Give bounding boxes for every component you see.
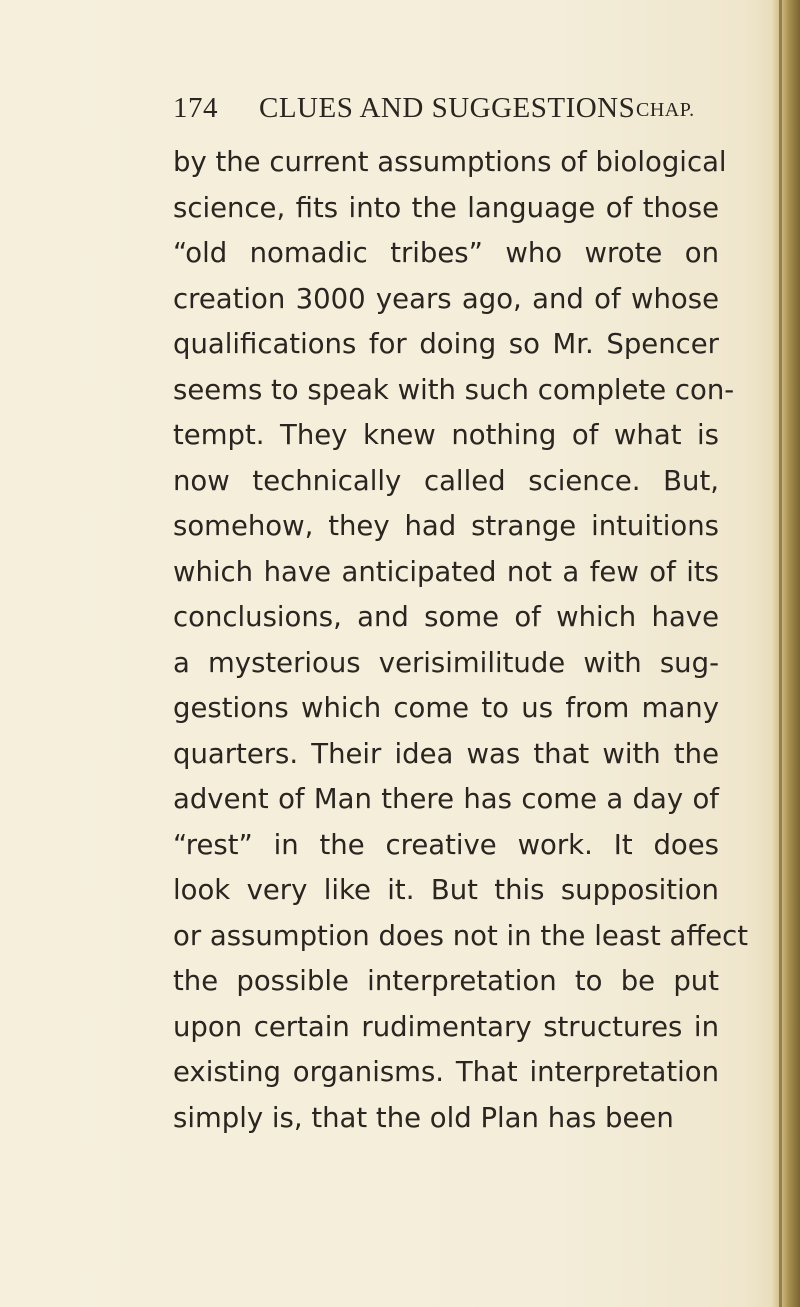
text-line: now technically called science. But, xyxy=(173,464,719,497)
page-edge-shadow xyxy=(772,0,800,1307)
text-line: gestions which come to us from many xyxy=(173,692,719,724)
text-line: creation 3000 years ago, and of whose xyxy=(173,282,719,315)
text-line: by the current assumptions of biological xyxy=(173,146,727,178)
text-line: “rest” in the creative work. It does xyxy=(173,828,719,861)
text-line: which have anticipated not a few of its xyxy=(173,555,719,588)
text-line: “old nomadic tribes” who wrote on xyxy=(173,237,719,269)
text-line: simply is, that the old Plan has been xyxy=(173,1101,674,1134)
binding-line xyxy=(779,0,782,1307)
text-line: upon certain rudimentary structures in xyxy=(173,1010,719,1043)
running-title: CLUES AND SUGGESTIONS xyxy=(259,92,636,124)
text-line: advent of Man there has come a day of xyxy=(173,783,719,815)
text-line: quarters. Their idea was that with the xyxy=(173,737,719,770)
text-line: somehow, they had strange intuitions xyxy=(173,510,719,542)
text-line: tempt. They knew nothing of what is xyxy=(173,419,719,451)
text-line: or assumption does not in the least affect xyxy=(173,919,749,952)
text-line: conclusions, and some of which have xyxy=(173,601,719,633)
text-line: science, fits into the language of those xyxy=(173,191,719,224)
body-text xyxy=(173,140,749,1141)
page-number: 174 xyxy=(173,92,218,124)
text-line: existing organisms. That interpretation xyxy=(173,1056,719,1088)
text-line: a mysterious verisimilitude with sug- xyxy=(173,646,719,679)
chapter-abbreviation: CHAP. xyxy=(636,99,695,121)
text-line: seems to speak with such complete con- xyxy=(173,373,735,406)
running-head xyxy=(173,88,713,128)
text-line: the possible interpretation to be put xyxy=(173,965,719,997)
text-line: look very like it. But this supposition xyxy=(173,874,719,906)
text-line: qualifications for doing so Mr. Spencer xyxy=(173,328,719,360)
